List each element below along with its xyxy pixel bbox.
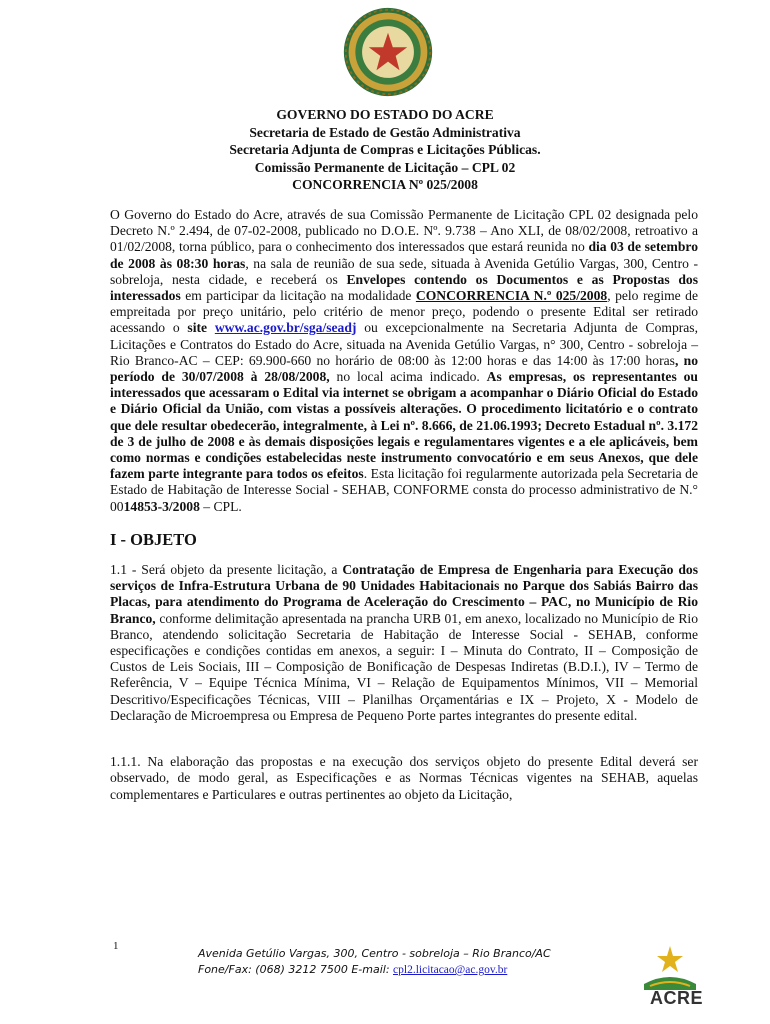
intro-concorrencia: CONCORRENCIA N.º 025/2008 bbox=[415, 288, 608, 304]
intro-paragraph bbox=[110, 207, 698, 515]
paragraph-1-1-1: 1.1.1. Na elaboração das propostas e na execução dos serviços objeto do presente Edital deverá ser observado, de modo geral, as Especificações e as Normas Técnicas vigentes na SEHAB, aquelas complementares e Particulares e outras pertinentes ao objeto da Licitação, bbox=[110, 754, 698, 802]
header-comissao: Comissão Permanente de Licitação – CPL 02 bbox=[254, 159, 516, 175]
intro-text: no local acima indicado. bbox=[329, 369, 487, 385]
intro-text: , pelo regime de empreitada por preço unitário, pelo critério de menor preço, podendo o presente Edital ser retirado acessando o bbox=[110, 288, 699, 336]
intro-processo: 14853-3/2008 bbox=[123, 498, 200, 514]
document-header bbox=[0, 106, 770, 194]
page-number: 1 bbox=[113, 940, 119, 952]
intro-periodo: , no período de 30/07/2008 à 28/08/2008, bbox=[110, 352, 698, 385]
document-body bbox=[110, 207, 698, 803]
page-footer bbox=[198, 946, 551, 978]
intro-text: em participar da licitação na modalidade bbox=[180, 288, 416, 304]
header-government: GOVERNO DO ESTADO DO ACRE bbox=[276, 107, 494, 122]
intro-text: ou excepcionalmente na Secretaria Adjunta de Compras, Licitações e Contratos do Estado do Acre, situada na Avenida Getúlio Vargas, n° 300, Centro - sobreloja – Rio Branco-AC – CEP: 69.900-660 no horário de 08:00 às 12:00 horas e das 14:00 às 17:00 horas bbox=[110, 320, 698, 368]
p11-object: Contratação de Empresa de Engenharia para Execução dos serviços de Infra-Estrutura Urbana de 90 Unidades Habitacionais no Parque dos Sabiás Bairro das Placas, para atendimento do Programa de Aceleração do Crescimento – PAC, no Município de Rio Branco, bbox=[110, 562, 698, 626]
footer-address: Avenida Getúlio Vargas, 300, Centro - sobreloja – Rio Branco/AC bbox=[198, 947, 551, 960]
header-secretaria-adjunta: Secretaria Adjunta de Compras e Licitações Públicas. bbox=[229, 142, 541, 157]
intro-text: – CPL. bbox=[199, 498, 242, 514]
intro-legal-notice: As empresas, os representantes ou interessados que acessaram o Edital via internet se obrigam a acompanhar o Diário Oficial do Estado e Diário Oficial da União, com vistas a possíveis alterações. O procedimento licitatório e o contrato que dele resultar obedecerão, integralmente, à Lei nº. 8.666, de 21.06.1993; Decreto Estadual nº. 3.172 de 3 de julho de 2008 e às demais disposições legais e regulamentares vigentes e a ele aplicáveis, bem como normas e condições estabelecidas neste instrumento convocatório e em seus Anexos, que dele fazem parte integrante para todos os efeitos bbox=[110, 369, 698, 482]
footer-phone: Fone/Fax: (068) 3212 7500 E-mail: bbox=[198, 963, 394, 976]
section-title-objeto: I - OBJETO bbox=[110, 529, 197, 549]
intro-text: , na sala de reunião de sua sede, situada à Avenida Getúlio Vargas, 300, Centro - sobreloja, nesta cidade, e receberá os bbox=[110, 255, 698, 287]
p11-text: conforme delimitação apresentada na prancha URB 01, em anexo, localizado no Município de Rio Branco, atendendo solicitação Secretaria de Habitação de Interesse Social - SEHAB, conforme especificações e condições contidas em anexos, a seguir: I – Minuta do Contrato, II – Composição de Custos de Leis Sociais, III – Composição de Bonificação de Despesas Indiretas (B.D.I.), IV – Termo de Referência, V – Equipe Técnica Mínima, VI – Relação de Equipamentos Mínimos, VII – Memorial Descritivo/Especificações Técnicas, VIII – Planilhas Orçamentárias e IX – Projeto, X - Modelo de Declaração de Microempresa ou Empresa de Pequeno Porte partes integrantes do presente edital. bbox=[110, 610, 698, 723]
acre-logo-text: ACRE bbox=[650, 988, 704, 1008]
intro-date: dia 03 de setembro de 2008 às 08:30 horas bbox=[110, 239, 699, 271]
intro-envelopes: Envelopes contendo os Documentos e as Propostas dos interessados bbox=[110, 271, 698, 304]
footer-email-link[interactable]: cpl2.licitacao@ac.gov.br bbox=[393, 964, 508, 976]
footer-contact bbox=[198, 962, 551, 978]
p11-text: 1.1 - Será objeto da presente licitação, a bbox=[110, 562, 343, 578]
header-concorrencia: CONCORRENCIA Nº 025/2008 bbox=[292, 177, 478, 192]
coat-of-arms-seal bbox=[340, 4, 436, 100]
intro-text: O Governo do Estado do Acre, através de sua Comissão Permanente de Licitação CPL 02 designada pelo Decreto N.º 2.494, de 07-02-2008, publicado no D.O.E. Nº. 9.738 – Ano XLI, de 08/02/2008, retroativo a 01/02/2008, torna público, para o conhecimento dos interessados que estará reunida no bbox=[110, 207, 698, 255]
intro-text: . Esta licitação foi regularmente autorizada pela Secretaria de Estado de Habitação de Interesse Social - SEHAB, CONFORME consta do processo administrativo de N.° 00 bbox=[110, 466, 699, 514]
header-secretaria: Secretaria de Estado de Gestão Administrativa bbox=[249, 124, 521, 140]
paragraph-1-1 bbox=[110, 562, 698, 724]
intro-site-label: site bbox=[187, 320, 208, 336]
edital-website-link[interactable]: www.ac.gov.br/sga/seadj bbox=[214, 320, 357, 336]
